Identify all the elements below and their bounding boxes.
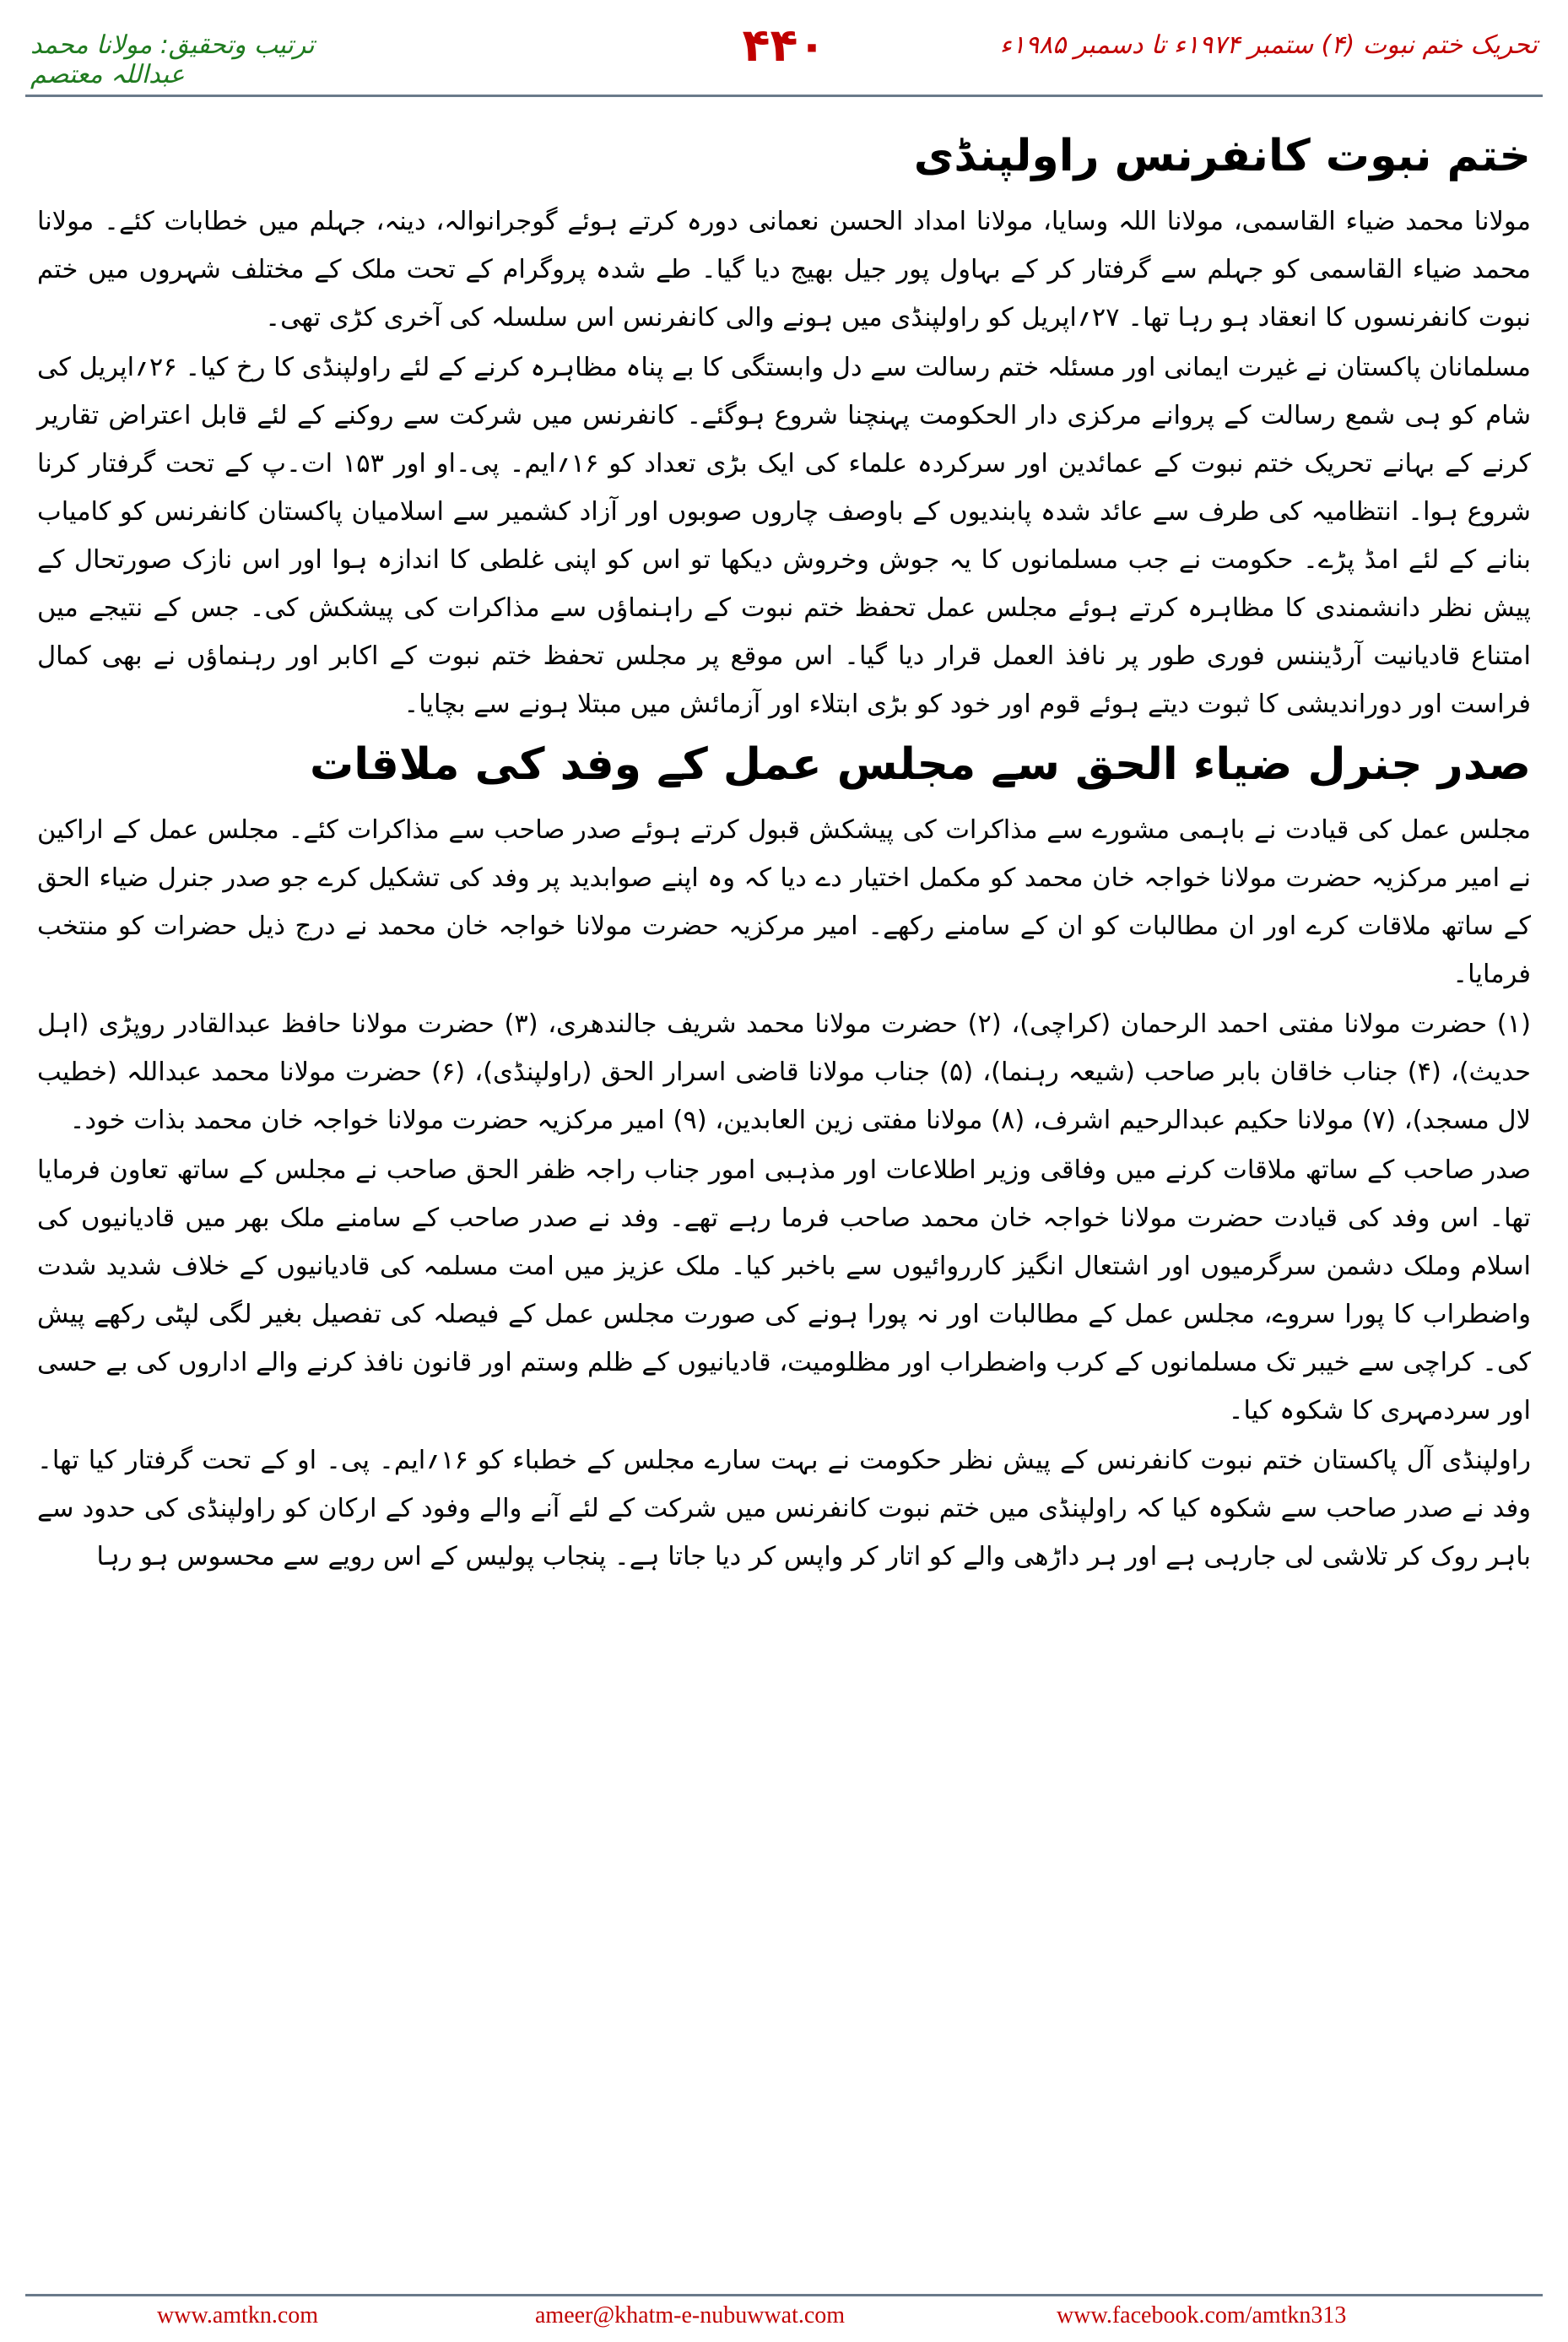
page-number: ۴۴۰ <box>742 19 826 72</box>
header-compiler: ترتیب وتحقیق: مولانا محمد عبداللہ معتصم <box>30 30 315 89</box>
page-header <box>0 0 1568 100</box>
paragraph: صدر صاحب کے ساتھ ملاقات کرنے میں وفاقی وزیر اطلاعات اور مذہبی امور جناب راجہ ظفر الحق صاحب نے مجلس کے ساتھ تعاون فرمایا تھا۔ اس وفد کی قیادت حضرت مولانا خواجہ خان محمد صاحب فرما رہے تھے۔ وفد نے صدر صاحب کے سامنے ملک بھر میں قادیانیوں کی اسلام وملک دشمن سرگرمیوں اور اشتعال انگیز کارروائیوں سے باخبر کیا۔ ملک عزیز میں امت مسلمہ کی قادیانیوں کے خلاف شدید شدت واضطراب کا پورا سروے، مجلس عمل کے مطالبات اور نہ پورا ہونے کی صورت مجلس عمل کے فیصلہ کی تفصیل بغیر لگی لپٹی رکھے پیش کی۔ کراچی سے خیبر تک مسلمانوں کے کرب واضطراب اور مظلومیت، قادیانیوں کے ظلم وستم اور قانون نافذ کرنے والے اداروں کی بے حسی اور سردمہری کا شکوہ کیا۔ <box>37 1155 1531 1426</box>
header-divider <box>25 95 1543 97</box>
page-body <box>37 127 1531 2253</box>
paragraph: راولپنڈی آل پاکستان ختم نبوت کانفرنس کے پیش نظر حکومت نے بہت سارے مجلس کے خطباء کو ۱۶؍ایم۔ پی۔ او کے تحت گرفتار کیا تھا۔ وفد نے صدر صاحب سے شکوہ کیا کہ راولپنڈی میں ختم نبوت کانفرنس میں شرکت کے لئے آنے والے وفود کے ارکان کو راولپنڈی کی حدود سے باہر روک کر تلاشی لی جارہی ہے اور ہر داڑھی والے کو اتار کر واپس کر دیا جاتا ہے۔ پنجاب پولیس کے اس رویے سے محسوس ہو رہا <box>37 1446 1531 1572</box>
paragraph: مجلس عمل کی قیادت نے باہمی مشورے سے مذاکرات کی پیشکش قبول کرتے ہوئے صدر صاحب سے مذاکرات کئے۔ مجلس عمل کے اراکین نے امیر مرکزیہ حضرت مولانا خواجہ خان محمد کو مکمل اختیار دے دیا کہ وہ اپنے صوابدید پر وفد کی تشکیل کرے جو صدر جنرل ضیاء الحق کے ساتھ ملاقات کرے اور ان مطالبات کو ان کے سامنے رکھے۔ امیر مرکزیہ حضرت مولانا خواجہ خان محمد نے درج ذیل حضرات کو منتخب فرمایا۔ <box>37 815 1531 990</box>
paragraph: مولانا محمد ضیاء القاسمی، مولانا اللہ وسایا، مولانا امداد الحسن نعمانی دورہ کرتے ہوئے گوجرانوالہ، دینہ، جہلم میں خطابات کئے۔ مولانا محمد ضیاء القاسمی کو جہلم سے گرفتار کر کے بہاول پور جیل بھیج دیا گیا۔ طے شدہ پروگرام کے تحت ملک کے مختلف شہروں میں ختم نبوت کانفرنسوں کا انعقاد ہو رہا تھا۔ ۲۷؍اپریل کو راولپنڈی میں ہونے والی کانفرنس اس سلسلہ کی آخری کڑی تھی۔ <box>37 207 1531 333</box>
page-footer <box>0 2302 1568 2336</box>
section-heading: ختم نبوت کانفرنس راولپنڈی <box>913 131 1531 181</box>
paragraph: مسلمانان پاکستان نے غیرت ایمانی اور مسئلہ ختم رسالت سے دل وابستگی کا بے پناہ مظاہرہ کرنے کے لئے راولپنڈی کا رخ کیا۔ ۲۶؍اپریل کی شام کو ہی شمع رسالت کے پروانے مرکزی دار الحکومت پہنچنا شروع ہوگئے۔ کانفرنس میں شرکت سے روکنے کے لئے قابل اعتراض تقاریر کرنے کے بہانے تحریک ختم نبوت کے عمائدین اور سرکردہ علماء کی ایک بڑی تعداد کو ۱۶؍ایم۔ پی۔او اور ۱۵۳ ات۔پ کے تحت گرفتار کرنا شروع ہوا۔ انتظامیہ کی طرف سے عائد شدہ پابندیوں کے باوصف چاروں صوبوں اور آزاد کشمیر سے اسلامیان پاکستان کانفرنس کو کامیاب بنانے کے لئے امڈ پڑے۔ حکومت نے جب مسلمانوں کا یہ جوش وخروش دیکھا تو اس کو اپنی غلطی کا اندازہ ہوا اور اس نازک صورتحال کے پیش نظر دانشمندی کا مظاہرہ کرتے ہوئے مجلس عمل تحفظ ختم نبوت کے راہنماؤں سے مذاکرات کی پیشکش کی۔ جس کے نتیجے میں امتناع قادیانیت آرڈیننس فوری طور پر نافذ العمل قرار دیا گیا۔ اس موقع پر مجلس تحفظ ختم نبوت کے اکابر اور رہنماؤں نے بھی کمال فراست اور دوراندیشی کا ثبوت دیتے ہوئے قوم اور خود کو بڑی ابتلاء اور آزمائش میں مبتلا ہونے سے بچایا۔ <box>37 353 1531 720</box>
email-link[interactable]: ameer@khatm-e-nubuwwat.com <box>535 2302 846 2328</box>
delegation-list: (۱) حضرت مولانا مفتی احمد الرحمان (کراچی)، (۲) حضرت مولانا محمد شریف جالندھری، (۳) حضرت مولانا حافظ عبدالقادر روپڑی (اہل حدیث)، (۴) جناب خاقان بابر صاحب (شیعہ رہنما)، (۵) جناب مولانا قاضی اسرار الحق (راولپنڈی)، (۶) حضرت مولانا محمد عبداللہ (خطیب لال مسجد)، (۷) مولانا حکیم عبدالرحیم اشرف، (۸) مولانا مفتی زین العابدین، (۹) امیر مرکزیہ حضرت مولانا خواجہ خان محمد بذات خود۔ <box>37 1009 1531 1136</box>
header-book-title: تحریک ختم نبوت (۴) ستمبر ۱۹۷۴ء تا دسمبر ۱۹۸۵ء <box>999 30 1538 60</box>
website-link[interactable]: www.amtkn.com <box>157 2302 319 2328</box>
footer-divider <box>25 2294 1543 2296</box>
section-heading: صدر جنرل ضیاء الحق سے مجلس عمل کے وفد کی ملاقات <box>310 739 1531 791</box>
facebook-link[interactable]: www.facebook.com/amtkn313 <box>1057 2302 1347 2328</box>
